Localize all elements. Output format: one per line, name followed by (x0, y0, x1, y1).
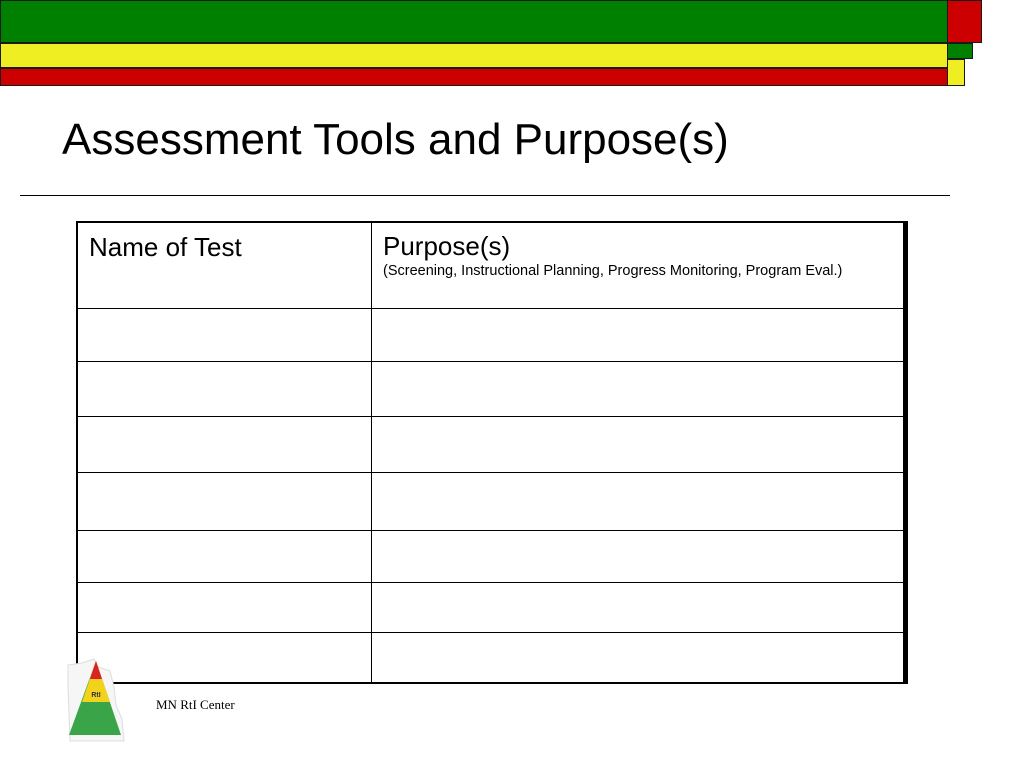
row-purpose-cell[interactable] (372, 417, 905, 473)
corner-square-red (947, 0, 982, 43)
table-header-row (77, 222, 904, 309)
table-row (77, 531, 904, 583)
row-purpose-cell[interactable] (372, 473, 905, 531)
table-row (77, 583, 904, 633)
title-divider (20, 195, 950, 196)
table-row (77, 309, 904, 362)
row-name-cell[interactable] (77, 583, 372, 633)
table-row (77, 417, 904, 473)
header-bar-green (0, 0, 948, 43)
logo-text: RtI (91, 692, 101, 699)
assessment-table (76, 221, 905, 684)
header-purpose-label: Purpose(s) (383, 231, 511, 261)
header-purpose-note: (Screening, Instructional Planning, Progress Monitoring, Program Eval.) (383, 262, 843, 279)
row-name-cell[interactable] (77, 362, 372, 417)
slide-title: Assessment Tools and Purpose(s) (62, 115, 729, 164)
corner-square-green (947, 43, 973, 59)
header-bar-red (0, 68, 948, 86)
row-name-cell[interactable] (77, 309, 372, 362)
row-purpose-cell[interactable] (372, 583, 905, 633)
row-purpose-cell[interactable] (372, 362, 905, 417)
header-bar-yellow (0, 43, 948, 68)
row-purpose-cell[interactable] (372, 633, 905, 683)
corner-square-yellow (947, 59, 965, 86)
table-row (77, 473, 904, 531)
rti-pyramid-minnesota-icon (64, 657, 128, 747)
table-row (77, 633, 904, 683)
row-name-cell[interactable] (77, 473, 372, 531)
header-purpose (372, 222, 905, 309)
row-name-cell[interactable] (77, 531, 372, 583)
header-name-of-test: Name of Test (77, 222, 372, 309)
footer-text: MN RtI Center (156, 697, 235, 712)
row-purpose-cell[interactable] (372, 531, 905, 583)
table-row (77, 362, 904, 417)
row-name-cell[interactable] (77, 417, 372, 473)
row-purpose-cell[interactable] (372, 309, 905, 362)
